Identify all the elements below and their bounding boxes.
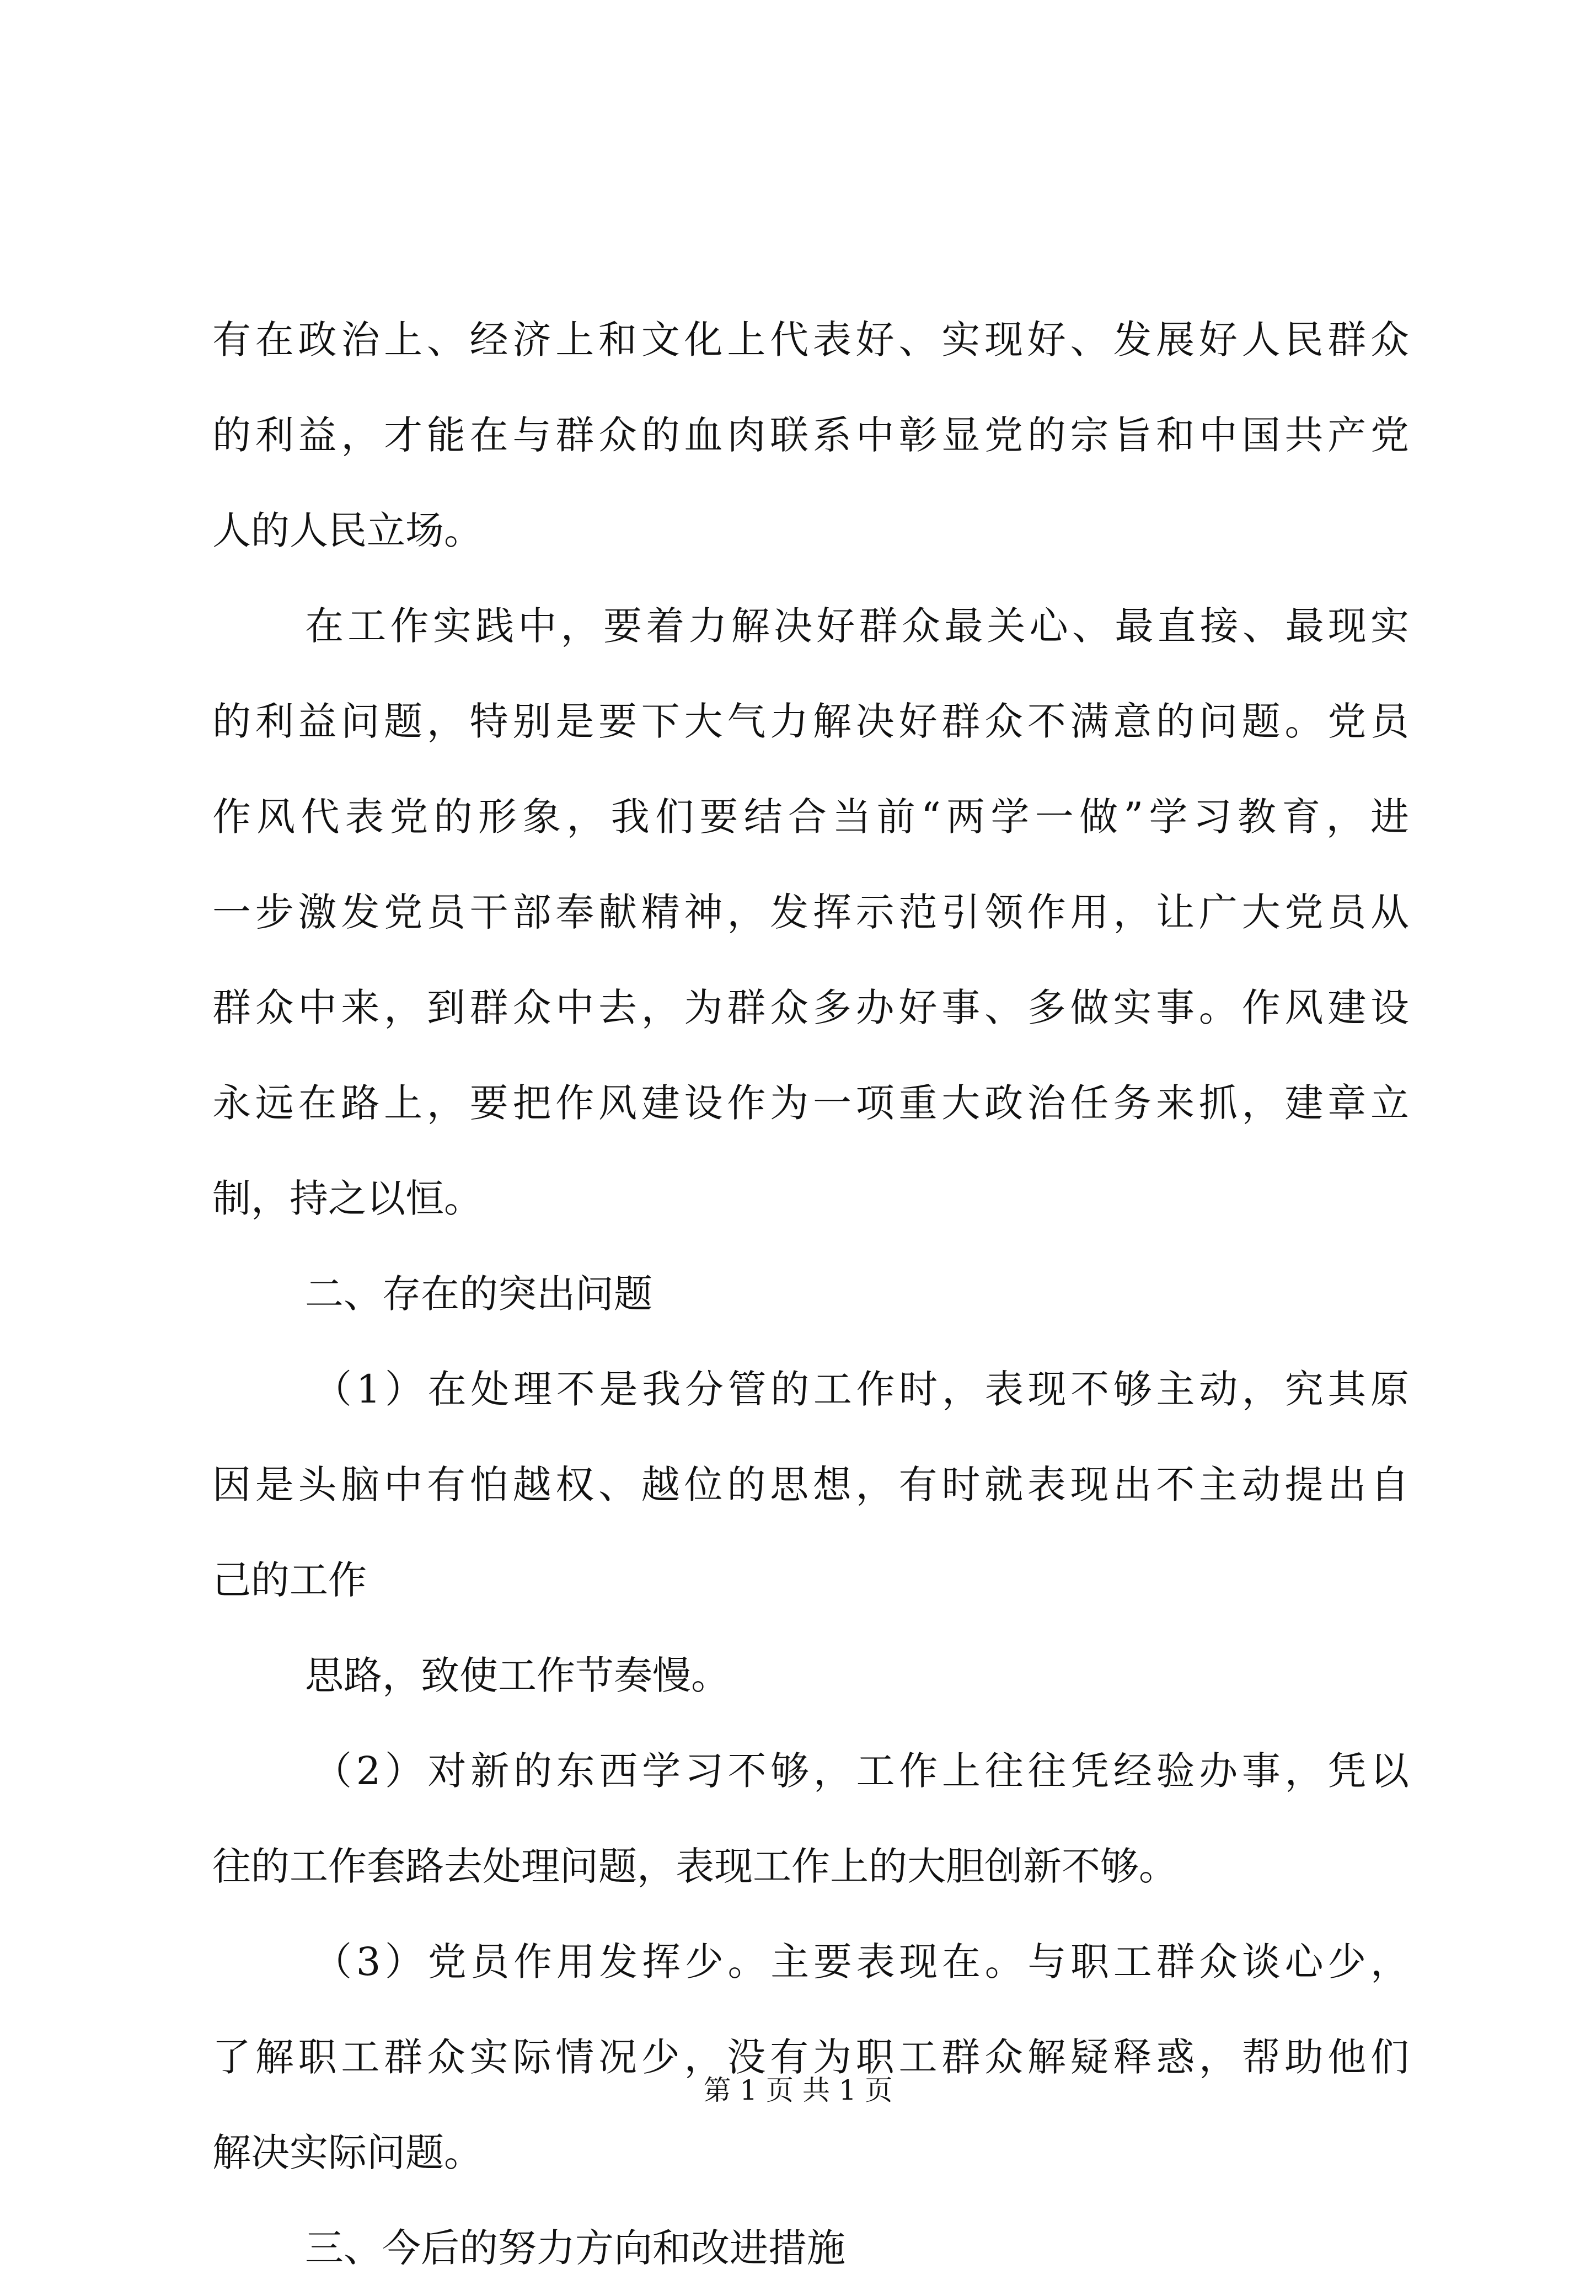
text-line: 解决实际问题。 — [212, 2130, 483, 2175]
text-line: （3）党员作用发挥少。主要表现在。与职工群众谈心少， — [313, 1939, 1409, 1984]
text-line: 了解职工群众实际情况少，没有为职工群众解疑释惑，帮助他们 — [212, 2035, 1409, 2080]
text-line: 思路，致使工作节奏慢。 — [305, 1653, 730, 1698]
document-body — [212, 292, 1409, 2296]
section-heading-3 — [212, 2201, 1409, 2296]
text-line: 永远在路上，要把作风建设作为一项重大政治任务来抓，建章立 — [212, 1080, 1409, 1126]
text-line: （2）对新的东西学习不够，工作上往往凭经验办事，凭以 — [313, 1748, 1409, 1794]
heading-line: 三、今后的努力方向和改进措施 — [305, 2225, 845, 2271]
page-footer — [0, 2071, 1596, 2110]
list-item-1 — [212, 1342, 1409, 1628]
list-item-2 — [212, 1724, 1409, 1914]
text-line: 人的人民立场。 — [212, 508, 483, 553]
text-line: 的利益，才能在与群众的血肉联系中彰显党的宗旨和中国共产党 — [212, 413, 1409, 458]
text-line: 有在政治上、经济上和文化上代表好、实现好、发展好人民群众 — [212, 317, 1409, 362]
section-heading-2 — [212, 1246, 1409, 1342]
page-number-label: 第 1 页 共 1 页 — [703, 2074, 893, 2106]
text-line: 往的工作套路去处理问题，表现工作上的大胆创新不够。 — [212, 1844, 1177, 1889]
text-line: 作风代表党的形象，我们要结合当前“两学一做”学习教育，进 — [212, 794, 1409, 839]
text-line: 群众中来，到群众中去，为群众多办好事、多做实事。作风建设 — [212, 985, 1409, 1030]
heading-line: 二、存在的突出问题 — [305, 1271, 652, 1316]
text-line: （1）在处理不是我分管的工作时，表现不够主动，究其原 — [313, 1367, 1409, 1412]
list-item-1-continuation — [212, 1628, 1409, 1724]
text-line: 一步激发党员干部奉献精神，发挥示范引领作用，让广大党员从 — [212, 890, 1409, 935]
text-line: 制，持之以恒。 — [212, 1176, 483, 1221]
text-line: 的利益问题，特别是要下大气力解决好群众不满意的问题。党员 — [212, 699, 1409, 744]
paragraph-work-practice — [212, 579, 1409, 1246]
list-item-3 — [212, 1914, 1409, 2201]
text-line: 在工作实践中，要着力解决好群众最关心、最直接、最现实 — [305, 603, 1409, 649]
paragraph-continuation — [212, 292, 1409, 579]
text-line: 己的工作 — [212, 1558, 367, 1603]
text-line: 因是头脑中有怕越权、越位的思想，有时就表现出不主动提出自 — [212, 1462, 1409, 1507]
